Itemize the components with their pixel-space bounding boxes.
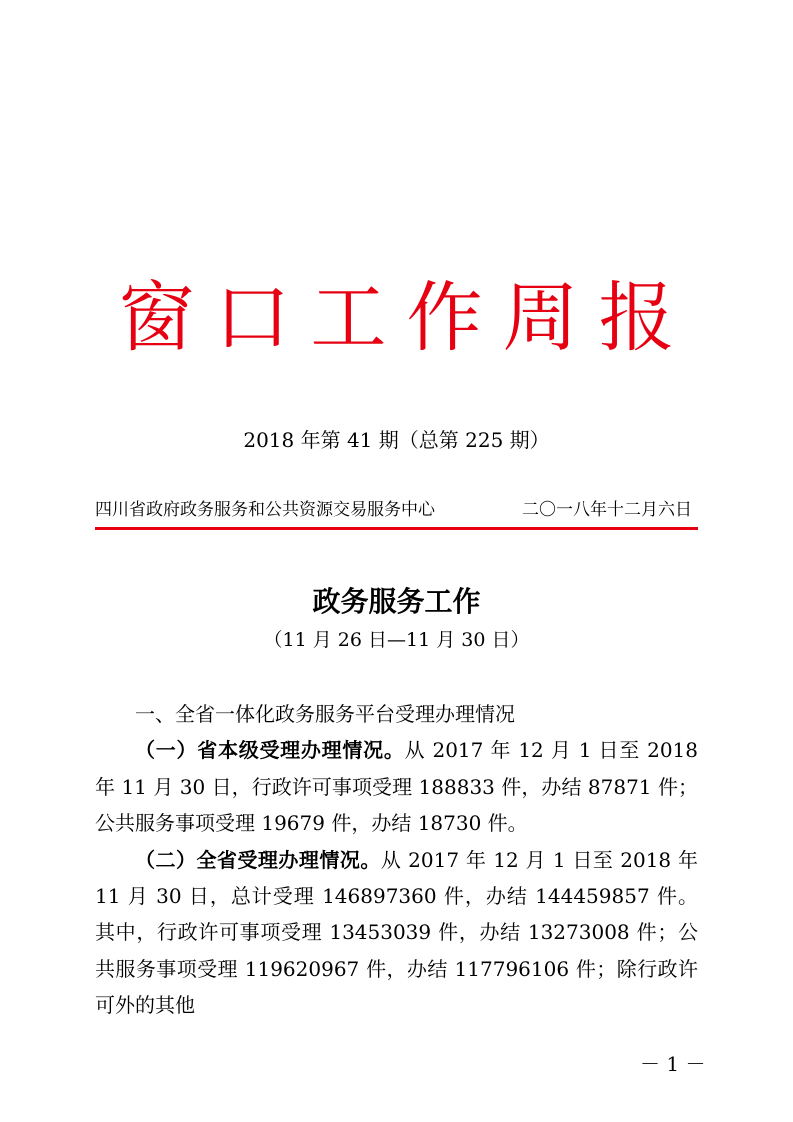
page-number: － 1 － (640, 1052, 706, 1076)
section-period: （11 月 26 日—11 月 30 日） (263, 629, 530, 651)
paragraph-province-wide (95, 842, 698, 1024)
publisher-row (95, 498, 698, 522)
paragraph-content: 从 2017 年 12 月 1 日至 2018 年 11 月 30 日，行政许可事项受理 188833 件，办结 87871 件；公共服务事项受理 19679 件，办结 18730 件。 (95, 738, 699, 836)
red-divider-line (95, 527, 698, 530)
paragraph-provincial-level (95, 732, 698, 841)
issue-number: 2018 年第 41 期（总第 225 期） (243, 428, 550, 452)
section-title: 政务服务工作 (312, 585, 481, 618)
paragraph-content: 从 2017 年 12 月 1 日至 2018 年 11 月 30 日，总计受理 146897360 件，办结 144459857 件。其中，行政许可事项受理 13453039 件，办结 13273008 件；公共服务事项受理 119620967 件，办结 117796106 件；除行政许可外的其他 (95, 847, 698, 1018)
masthead-title: 窗口工作周报 (118, 273, 695, 362)
publisher-organization: 四川省政府政务服务和公共资源交易服务中心 (95, 500, 435, 520)
heading-level-1: 一、全省一体化政务服务平台受理办理情况 (135, 702, 515, 726)
paragraph-lead: （一）省本级受理办理情况。 (135, 738, 405, 763)
publish-date: 二〇一八年十二月六日 (522, 500, 692, 520)
paragraph-lead: （二）全省受理办理情况。 (135, 847, 381, 872)
body-text (95, 696, 698, 1024)
